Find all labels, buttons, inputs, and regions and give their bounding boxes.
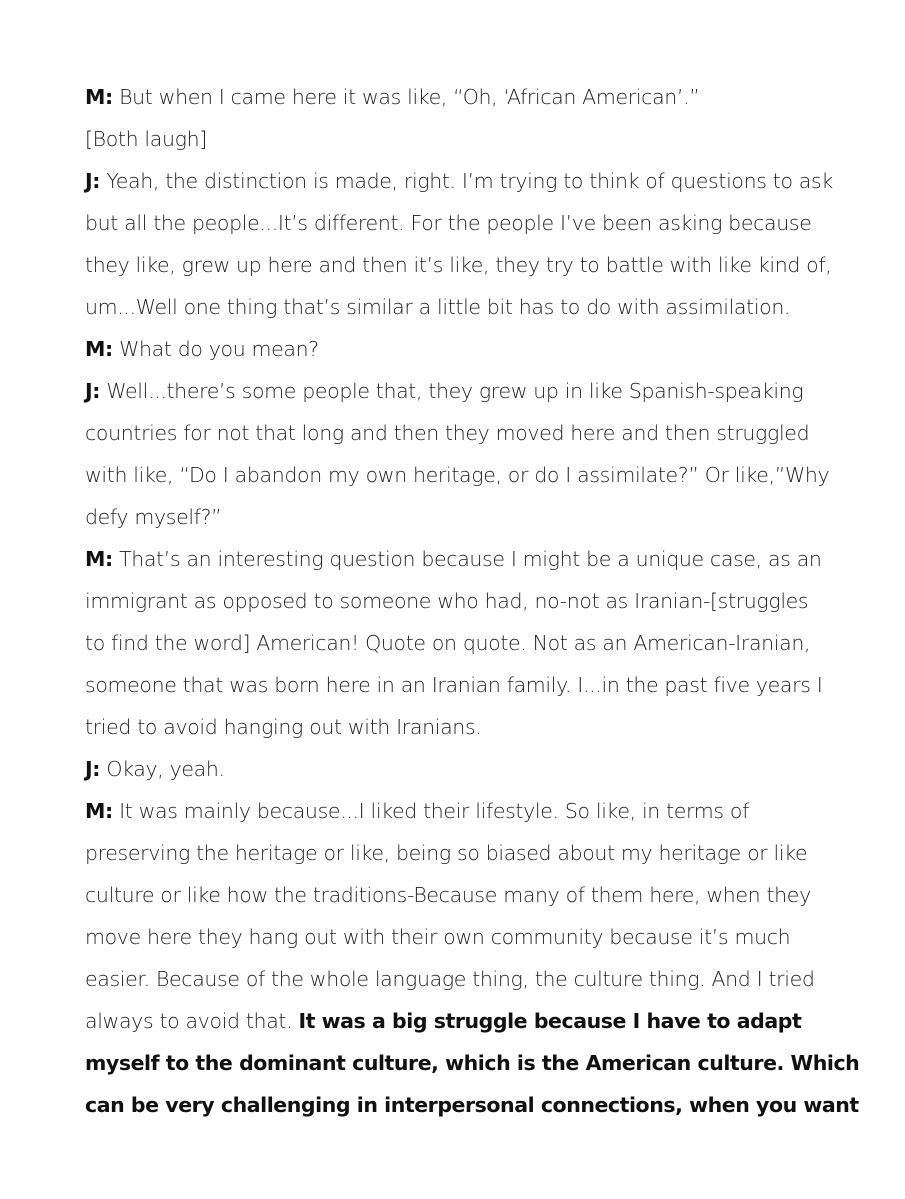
utterance-text: Yeah, the distinction is made, right. I’m trying to think of questions to ask	[106, 169, 833, 193]
utterance-text: But when I came here it was like, “Oh, ‘African American’.”	[119, 85, 700, 109]
emphasized-line: can be very challenging in interpersonal connections, when you want	[85, 1093, 859, 1117]
utterance-text: That’s an interesting question because I might be a unique case, as an	[119, 547, 822, 571]
utterance-text: Well...there’s some people that, they grew up in like Spanish-speaking	[106, 379, 804, 403]
emphasized-text: It was a big struggle because I have to adapt	[298, 1009, 802, 1033]
speaker-label: M:	[85, 337, 113, 361]
transcript-line	[85, 370, 825, 412]
speaker-label: J:	[85, 379, 101, 403]
transcript-line	[85, 76, 825, 118]
utterance-text: What do you mean?	[119, 337, 319, 361]
transcript-line: preserving the heritage or like, being so biased about my heritage or like	[85, 841, 808, 865]
transcript-line	[85, 538, 825, 580]
speaker-label: M:	[85, 85, 113, 109]
transcript-line: they like, grew up here and then it’s like, they try to battle with like kind of,	[85, 253, 832, 277]
transcript-line: move here they hang out with their own community because it’s much	[85, 925, 791, 949]
transcript-line: someone that was born here in an Iranian family. I...in the past five years I	[85, 673, 823, 697]
transcript-entry	[85, 328, 825, 370]
transcript-line	[85, 118, 825, 160]
transcript-entry	[85, 76, 825, 118]
transcript-line: culture or like how the traditions-Because many of them here, when they	[85, 883, 811, 907]
speaker-label: J:	[85, 757, 101, 781]
transcript-entry	[85, 538, 825, 748]
speaker-label: J:	[85, 169, 101, 193]
transcript-line	[85, 328, 825, 370]
transcript-line: defy myself?”	[85, 505, 222, 529]
transcript-line	[85, 748, 825, 790]
speaker-label: M:	[85, 799, 113, 823]
utterance-text: always to avoid that.	[85, 1009, 299, 1033]
speaker-label: M:	[85, 547, 113, 571]
transcript-line	[85, 790, 825, 832]
transcript-line: easier. Because of the whole language thing, the culture thing. And I tried	[85, 967, 815, 991]
transcript-entry	[85, 160, 833, 328]
transcript-entry	[85, 118, 825, 160]
transcript-line	[85, 160, 833, 202]
transcript-entry	[85, 748, 825, 790]
transcript-line: immigrant as opposed to someone who had, no-not as Iranian-[struggles	[85, 589, 809, 613]
stage-direction: [Both laugh]	[85, 127, 207, 151]
transcript-line: to find the word] American! Quote on quote. Not as an American-Iranian,	[85, 631, 811, 655]
transcript-line: countries for not that long and then they moved here and then struggled	[85, 421, 810, 445]
transcript-entry	[85, 790, 860, 1126]
utterance-text: It was mainly because...I liked their lifestyle. So like, in terms of	[119, 799, 749, 823]
transcript-line	[85, 1000, 825, 1042]
transcript-line: um...Well one thing that’s similar a little bit has to do with assimilation.	[85, 295, 791, 319]
transcript-line: with like, “Do I abandon my own heritage, or do I assimilate?” Or like,”Why	[85, 463, 830, 487]
transcript-line: but all the people...It’s different. For the people I’ve been asking because	[85, 211, 812, 235]
transcript-entry	[85, 370, 830, 538]
utterance-text: Okay, yeah.	[106, 757, 225, 781]
transcript-page	[85, 76, 860, 1126]
transcript-line: tried to avoid hanging out with Iranians.	[85, 715, 482, 739]
emphasized-line: myself to the dominant culture, which is the American culture. Which	[85, 1051, 860, 1075]
